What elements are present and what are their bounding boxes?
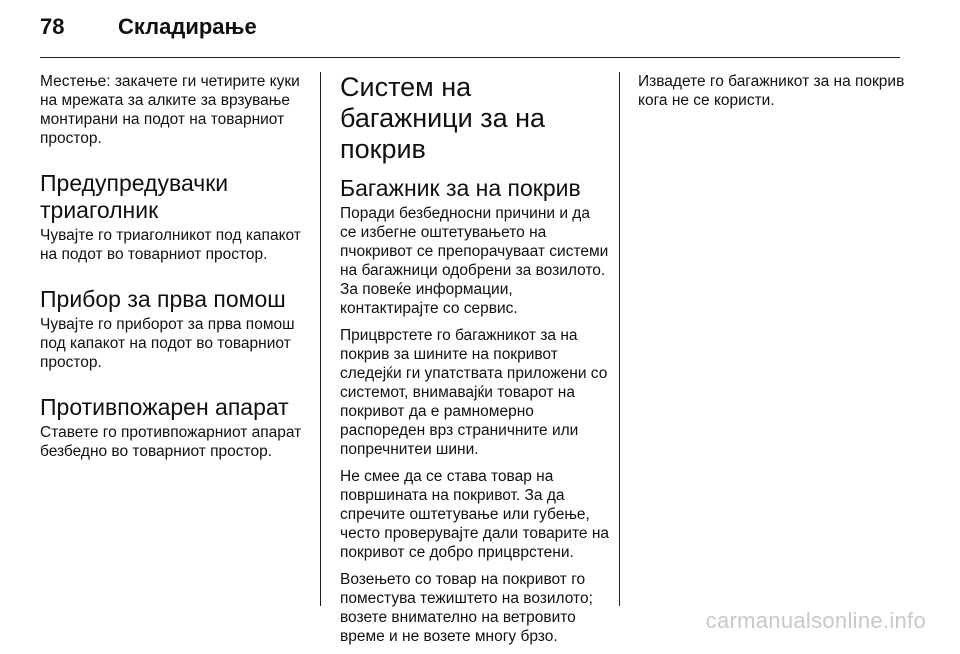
column-1 xyxy=(40,72,310,469)
roof-rack-paragraph: Не смее да се става товар на површината на покривот. За да спречите оштетување или губење, често проверувајте дали товарите на покривот се добро прицврстени. xyxy=(340,468,609,561)
roof-rack-heading: Багажник за на покрив xyxy=(340,175,581,201)
fire-extinguisher-text: Ставете го противпожарниот апарат безбедно во товарниот простор. xyxy=(40,424,302,460)
page-number: 78 xyxy=(40,14,65,39)
watermark: carmanualsonline.info xyxy=(705,608,926,633)
column-divider xyxy=(619,72,620,606)
column-3 xyxy=(638,72,908,118)
roof-rack-system-heading: Систем на багажници за на покрив xyxy=(340,72,546,164)
column-2 xyxy=(340,72,610,654)
chapter-title: Складирање xyxy=(118,14,257,39)
roof-rack-paragraph: Возењето со товар на покривот го поместува тежиштето на возилото; возете внимателно на ветровито време и не возете многу брзо. xyxy=(340,571,593,645)
remove-roof-rack-paragraph: Извадете го багажникот за на покрив кога не се користи. xyxy=(638,73,905,109)
column-divider xyxy=(320,72,321,606)
fire-extinguisher-heading: Противпожарен апарат xyxy=(40,394,289,420)
tie-down-paragraph: Местење: закачете ги четирите куки на мрежата за алките за врзување монтирани на подот на товарниот простор. xyxy=(40,73,300,147)
warning-triangle-text: Чувајте го триаголникот под капакот на подот во товарниот простор. xyxy=(40,227,301,263)
warning-triangle-heading: Предупредувачки триаголник xyxy=(40,170,229,223)
page-header xyxy=(40,14,257,50)
first-aid-kit-heading: Прибор за прва помош xyxy=(40,286,286,312)
roof-rack-paragraph: Поради безбедносни причини и да се избегне оштетувањето на пчокривот се препорачуваат системи на багажници одобрени за возилото. За повеќе информации, контактирајте со сервис. xyxy=(340,205,609,317)
header-divider xyxy=(40,57,900,58)
roof-rack-paragraph: Прицврстете го багажникот за на покрив за шините на покривот следејќи ги упатствата приложени со системот, внимавајќи товарот на покривот да е рамномерно распореден врз страничните или попречнитеи шини. xyxy=(340,327,608,458)
first-aid-kit-text: Чувајте го приборот за прва помош под капакот на подот во товарниот простор. xyxy=(40,316,295,371)
